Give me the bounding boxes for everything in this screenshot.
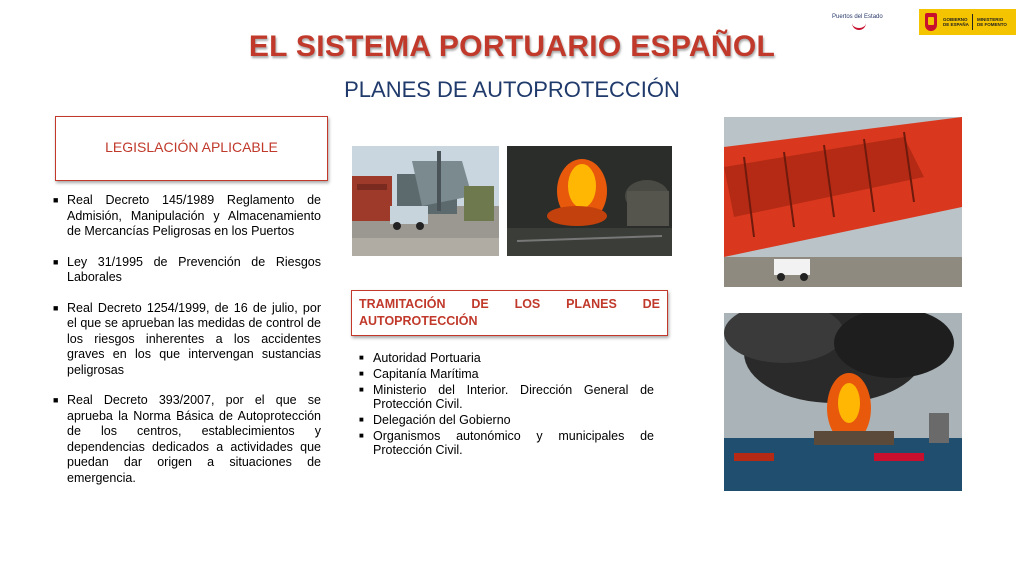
tramitacion-heading — [359, 296, 660, 330]
puertos-logo-text: Puertos del Estado — [832, 14, 883, 20]
list-item — [357, 367, 654, 381]
square-bullet-icon: ■ — [53, 256, 59, 267]
legislacion-list — [51, 193, 321, 501]
tramitacion-heading-line2: AUTOPROTECCIÓN — [359, 314, 478, 328]
square-bullet-icon: ■ — [359, 369, 364, 378]
square-bullet-icon: ■ — [359, 431, 364, 440]
list-item-text: Ministerio del Interior. Dirección General de Protección Civil. — [373, 383, 654, 411]
list-item-text: Real Decreto 393/2007, por el que se aprueba la Norma Básica de Autoprotección de los centros, establecimientos y dependencias dedicados a actividades que puedan dar origen a situaciones de emergencia. — [67, 393, 321, 485]
port-truck-photo — [352, 146, 499, 256]
offshore-rig-fire-photo — [724, 313, 962, 491]
square-bullet-icon: ■ — [53, 302, 59, 313]
gov-logo-text-1: GOBIERNO DE ESPAÑA — [943, 17, 969, 27]
page-subtitle: PLANES DE AUTOPROTECCIÓN — [344, 77, 680, 102]
square-bullet-icon: ■ — [359, 415, 364, 424]
gov-logo-text-2: MINISTERIO DE FOMENTO — [977, 17, 1007, 27]
list-item-text: Ley 31/1995 de Prevención de Riesgos Laborales — [67, 254, 321, 284]
logo-divider — [972, 14, 973, 30]
list-item-text: Real Decreto 1254/1999, de 16 de julio, por el que se aprueban las medidas de control de los riesgos inherentes a los accidentes graves en los que intervengan sustancias peligrosas — [67, 300, 321, 377]
list-item-text: Organismos autonómico y municipales de Protección Civil. — [373, 429, 654, 457]
list-item — [51, 255, 321, 286]
tramitacion-list — [357, 351, 654, 459]
legislacion-heading: LEGISLACIÓN APLICABLE — [105, 139, 278, 155]
square-bullet-icon: ■ — [53, 395, 59, 405]
list-item — [357, 429, 654, 457]
list-item-text: Delegación del Gobierno — [373, 413, 511, 427]
tramitacion-heading-line1: TRAMITACIÓN DE LOS PLANES DE — [359, 297, 660, 311]
list-item — [357, 351, 654, 365]
collapsed-crane-photo — [724, 117, 962, 287]
tank-fire-photo — [507, 146, 672, 256]
list-item-text: Capitanía Marítima — [373, 367, 479, 381]
list-item — [51, 301, 321, 379]
tramitacion-heading-box — [351, 290, 668, 336]
square-bullet-icon: ■ — [359, 353, 364, 362]
list-item-text: Real Decreto 145/1989 Reglamento de Admisión, Manipulación y Almacenamiento de Mercancías Peligrosas en los Puertos — [67, 193, 321, 238]
list-item — [51, 393, 321, 486]
page-title: EL SISTEMA PORTUARIO ESPAÑOL — [248, 30, 776, 63]
square-bullet-icon: ■ — [359, 385, 364, 394]
coat-of-arms-icon — [925, 13, 937, 31]
list-item — [357, 413, 654, 427]
swoosh-icon — [852, 22, 866, 30]
legislacion-heading-box — [55, 116, 328, 181]
list-item — [357, 383, 654, 411]
square-bullet-icon: ■ — [53, 195, 59, 205]
list-item-text: Autoridad Portuaria — [373, 351, 481, 365]
list-item — [51, 193, 321, 240]
